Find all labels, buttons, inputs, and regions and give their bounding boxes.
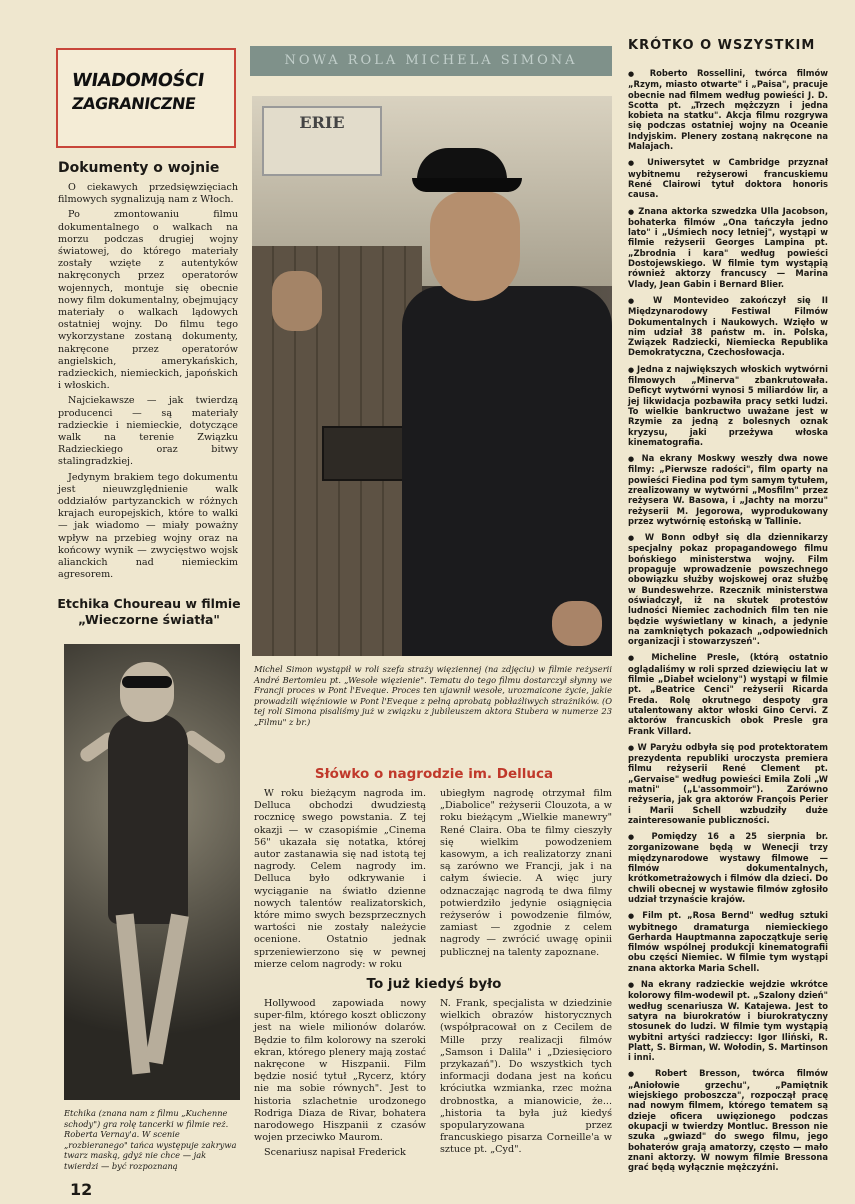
news-item: ● Jedna z największych włoskich wytwórni filmowych „Minerva" zbankrutowała. Deficyt wytwórni wynosi 5 miliardów lir, a jej likwidacja pozbawiła pracy setki ludzi. To wielkie bankructwo uważane jest w Rzymie za jedną z bolesnych oznak kryzysu, jaki przeżywa włoska kinematografia. [628,364,828,447]
paragraph: Najciekawsze — jak twierdzą producenci — są materiały radzieckie i niemieckie, dotyczące walk na terenie Związku Radzieckiego oraz bitwy stalingradzkiej. [58,395,238,468]
article-title-cyd: To już kiedyś było [366,976,502,992]
news-item: ● Roberto Rossellini, twórca filmów „Rzym, miasto otwarte" i „Paisa", pracuje obecnie nad filmem według powieści J. D. Scotta pt. „Trzech mężczyzn i jedna kobieta na statku". Akcja filmu rozgrywa się podczas ostatniej wojny na Oceanie Indyjskim. Plenery zostaną nakręcone na Malajach. [628,68,828,151]
section-logo [56,48,236,148]
article-body-documents [58,182,238,585]
article-title-documents: Dokumenty o wojnie [58,160,220,176]
article-body-cyd-col1 [254,998,426,1163]
news-item: ● W Paryżu odbyła się pod protektoratem prezydenta republiki uroczysta premiera filmu reżyserii René Clement pt. „Gervaise" według powieści Emila Zoli „W matni" („L'assommoir"). Zarówno reżyseria, jak gra aktorów François Perier i Marii Schell wzbudziły duże zainteresowanie publiczności. [628,742,828,825]
news-item: ● Micheline Presle, (którą ostatnio oglądaliśmy w roli sprzed dziewięciu lat w filmie „Diabeł wcielony") wystąpi w filmie pt. „Beatrice Cenci" reżyserii Ricarda Freda. Rolę okrutnego despoty gra utalentowany aktor włoski Gino Cervi. Z aktorów francuskich obok Presle gra Frank Villard. [628,652,828,735]
banner-title: NOWA ROLA MICHELA SIMONA [250,46,612,76]
sidebar-news-list [628,68,828,1178]
etchika-photo [64,644,240,1100]
paragraph: Scenariusz napisał Frederick [264,1147,406,1159]
article-title-etchika [56,596,242,628]
paragraph: Po zmontowaniu filmu dokumentalnego o walkach na morzu podczas drugiej wojny światowej, do którego materiały zostały wzięte z autentyków nakręconych przez operatorów wojennych, montuje się obecnie nowy film dokumentalny, obejmujący materiały o walkach lądowych ostatniej wojny. Do filmu tego wykorzystane zostaną dokumenty, nakręcone przez operatorów angielskich, amerykańskich, radzieckich, niemieckich, japońskich i włoskich. [58,209,238,392]
title-line: „Wieczorne światła" [78,612,220,627]
logo-line-1: WIADOMOŚCI [70,70,206,91]
logo-line-2: ZAGRANICZNE [70,94,197,113]
paragraph: N. Frank, specjalista w dziedzinie wielkich obrazów historycznych (współpracował on z Cecilem de Mille przy realizacji filmów „Samson i Dalila" i „Dziesięciorо przykazań"). Do wszystkich tych informacji dodana jest na końcu króciutka wzmianka, rzec można drobnostka, a mianowicie, że... „historia ta była już kiedyś spopularyzowana przez francuskiego pisarza Corneille'a w sztuce pt. „Cyd". [440,998,612,1156]
paragraph: Jedynym brakiem tego dokumentu jest nieuwzględnienie walk oddziałów partyzanckich w różnych krajach europejskich, które to walki — jak wiadomo — miały poważny wpływ na przebieg wojny oraz na końcowy wynik — zwycięstwo wojsk alianckich nad niemieckim agresorem. [58,471,238,581]
paragraph: ubiegłym nagrodę otrzymał film „Diabolice" reżyserii Clouzota, a w roku bieżącym „Wielkie manewry" René Claira. Oba te filmy cieszyły się wielkim powodzeniem kasowym, a ich realizatorzy znani są zarówno we Francji, jak i na całym świecie. A więc jury odznaczając nagrodą te dwa filmy potwierdziło jedynie osiągnięcia reżyserów i powodzenie filmów, zamiast — zgodnie z celem nagrody — zwrócić uwagę opinii publicznej na talenty zapoznane. [440,788,612,958]
paragraph: O ciekawych przedsięwzięciach filmowych sygnalizują nam z Włoch. [58,182,238,206]
news-item: ● Pomiędzy 16 a 25 sierpnia br. zorganizowane będą w Wenecji trzy międzynarodowe wystawy filmowe — filmów dokumentalnych, krótkometrażowych i filmów dla dzieci. Do chwili obecnej w wystawie filmów zgłosiło udział trzynaście krajów. [628,831,828,904]
news-item: ● Uniwersytet w Cambridge przyznał wybitnemu reżyserowi francuskiemu René Clairowi tytuł doktora honoris causa. [628,157,828,199]
michel-simon-photo [252,96,612,656]
article-title-delluc: Słówko o nagrodzie im. Delluca [314,766,554,782]
news-item: ● W Bonn odbył się dla dziennikarzy specjalny pokaz propagandowego filmu bońskiego ministerstwa wojny. Film propaguje wprowadzenie powszechnego obowiązku służby wojskowej oraz służbę w Bundeswehrze. Rzecznik ministerstwa oświadczył, iż na skutek protestów ludności Niemiec zachodnich film ten nie będzie wyświetlany w kinach, a jedynie na zamkniętych pokazach „odpowiednich organizacji i stowarzyszeń". [628,532,828,646]
paragraph: Hollywood zapowiada nowy super-film, którego koszt obliczony jest na wiele milionów dolarów. Będzie to film kolorowy na szeroki ekran, którego plenery mają zostać nakręcone w Hiszpanii. Film będzie nosić tytuł „Rycerz, który nie ma sobie równych". Jest to historia szlachetnie urodzonego Rodriga Diaza de Rivar, bohatera narodowego Hiszpanii z czasów wojen przeciwko Maurom. [254,998,426,1144]
news-item: ● Na ekrany Moskwy weszły dwa nowe filmy: „Pierwsze radości", film oparty na powieści Fiedina pod tym samym tytułem, zrealizowany w wytwórni „Mosfilm" przez reżysera W. Basowa, i „Jachty na morzu" reżyserii M. Jegorowa, wyprodukowany przez wytwórnię estońską w Tallinie. [628,453,828,526]
news-item: ● Robert Bresson, twórca filmów „Aniołowie grzechu", „Pamiętnik wiejskiego proboszcza", rozpoczął pracę nad nowym filmem, którego tematem są dzieje oficera uwięzionego podczas okupacji w twierdzy Montluc. Bresson nie szuka „gwiazd" do swego filmu, jego bohaterów grają amatorzy, często — mało znani aktorzy. W nowym filmie Bressona grać będą wyłącznie mężczyźni. [628,1068,828,1172]
news-item: ● Na ekrany radzieckie wejdzie wkrótce kolorowy film-wodewil pt. „Szalony dzień" według scenariusza W. Katajewa. Jest to satyra na biurokratów i biurokratyczny stosunek do ludzi. W filmie tym wystąpią wybitni artyści radzieccy: Igor Iliński, R. Platt, S. Birman, W. Wołodin, S. Martinson i inni. [628,979,828,1062]
news-item: ● Film pt. „Rosa Bernd" według sztuki wybitnego dramaturga niemieckiego Gerharda Hauptmanna zapoczątkuje serię filmów wspólnej produkcji kinematografii obu części Niemiec. W filmie tym wystąpi znana aktorka Maria Schell. [628,910,828,973]
article-body-delluc-col1 [254,788,426,974]
paragraph: W roku bieżącym nagroda im. Delluca obchodzi dwudziestą rocznicę swego powstania. Z tej okazji — w czasopiśmie „Cinema 56" ukazała się notatka, której autor zastanawia się nad istotą tej nagrody. Celem nagrody im. Delluca było odkrywanie i wyciąganie na światło dzienne nowych talentów realizatorskich, które mimo swych bezsprzecznych wartości nie zostały należycie ocenione. Ostatnio jednak sprzeniewierzono się w pewnej mierze celom nagrody: w roku [254,788,426,970]
photo-sign: ERIE [262,106,382,176]
article-body-delluc-col2 [440,788,612,962]
door-lock-shape [322,426,412,481]
mask-shape [122,676,172,688]
page-number: 12 [70,1180,93,1199]
article-body-cyd-col2 [440,998,612,1160]
title-line: Etchika Choureau w filmie [57,596,241,611]
etchika-caption: Etchika (znana nam z filmu „Kuchenne schody") gra rolę tancerki w filmie reż. Roberta Vernay'a. W scenie „rozbieranego" tańca występuje zakrywa twarz maską, gdyż nie chce — jak twierdzi — być rozpoznaną [64,1108,237,1171]
main-photo-caption: Michel Simon wystąpił w roli szefa straży więziennej (na zdjęciu) w filmie reżyserii André Bertomieu pt. „Wesołe więzienie". Tematu do tego filmu dostarczył słynny we Francji proces w Pont l'Eveque. Proces ten ujawnił wesołe, urozmaicone życie, jakie prowadzili więźniowie w Pont l'Eveque z pełną aprobatą pobłażliwych strażników. (O tej roli Simona pisaliśmy już w związku z jubileuszem aktora Stubera w numerze 23 „Filmu" z br.) [254,664,612,727]
news-item: ● Znana aktorka szwedzka Ulla Jacobson, bohaterka filmów „Ona tańczyła jedno lato" i „Uśmiech nocy letniej", wystąpi w filmie reżyserii Georges Lampina pt. „Zbrodnia i kara" według powieści Dostojewskiego. W filmie tym wystąpią również aktorzy francuscy — Marina Vlady, Jean Gabin i Bernard Blier. [628,206,828,289]
news-item: ● W Montevideo zakończył się II Międzynarodowy Festiwal Filmów Dokumentalnych i Naukowych. Wzięło w nim udział 38 państw m. in. Polska, Związek Radziecki, Niemiecka Republika Demokratyczna, Czechosłowacja. [628,295,828,358]
sidebar-title: KRÓTKO O WSZYSTKIM [628,38,816,53]
